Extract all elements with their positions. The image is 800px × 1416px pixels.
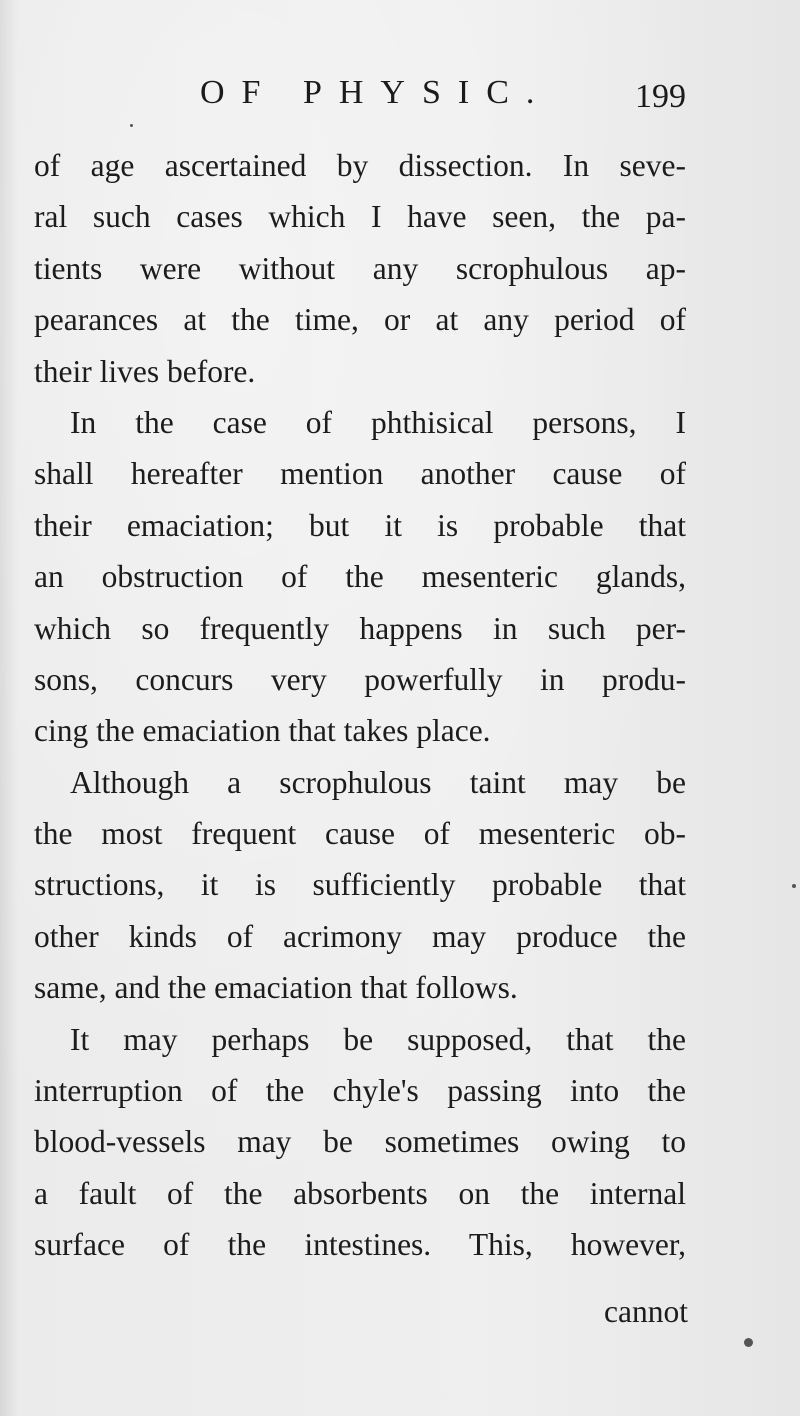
text-line: blood-vessels may be sometimes owing to — [34, 1124, 686, 1160]
text-line: interruption of the chyle's passing into the — [34, 1073, 686, 1109]
text-line: pearances at the time, or at any period of — [34, 302, 686, 338]
ink-speck — [744, 1338, 753, 1347]
text-line: ral such cases which I have seen, the pa- — [34, 199, 686, 235]
text-line: surface of the intestines. This, however, — [34, 1227, 686, 1263]
running-head-title: OF PHYSIC. — [200, 74, 552, 111]
text-line: sons, concurs very powerfully in produ- — [34, 661, 686, 697]
text-line: In the case of phthisical persons, I — [70, 404, 686, 440]
text-line: which so frequently happens in such per- — [34, 610, 686, 646]
text-line: of age ascertained by dissection. In seve- — [34, 148, 686, 183]
text-line: other kinds of acrimony may produce the — [34, 918, 686, 954]
text-line: their emaciation; but it is probable that — [34, 507, 686, 543]
text-line: their lives before. — [34, 353, 256, 389]
text-line: cing the emaciation that takes place. — [34, 713, 491, 749]
text-line: the most frequent cause of mesenteric ob- — [34, 816, 686, 852]
catchword: cannot — [604, 1294, 688, 1329]
text-line: tients were without any scrophulous ap- — [34, 250, 686, 286]
text-line: an obstruction of the mesenteric glands, — [34, 559, 686, 595]
body-text — [34, 140, 686, 1271]
text-line: shall hereafter mention another cause of — [34, 456, 686, 492]
page-number: 199 — [635, 78, 686, 115]
ink-speck — [792, 884, 796, 888]
ink-speck — [130, 124, 133, 127]
text-line: structions, it is sufficiently probable that — [34, 867, 686, 903]
text-line: Although a scrophulous taint may be — [70, 764, 686, 800]
text-line: same, and the emaciation that follows. — [34, 970, 518, 1006]
running-head — [40, 68, 690, 118]
text-line: It may perhaps be supposed, that the — [70, 1021, 686, 1057]
text-line: a fault of the absorbents on the internal — [34, 1175, 686, 1211]
